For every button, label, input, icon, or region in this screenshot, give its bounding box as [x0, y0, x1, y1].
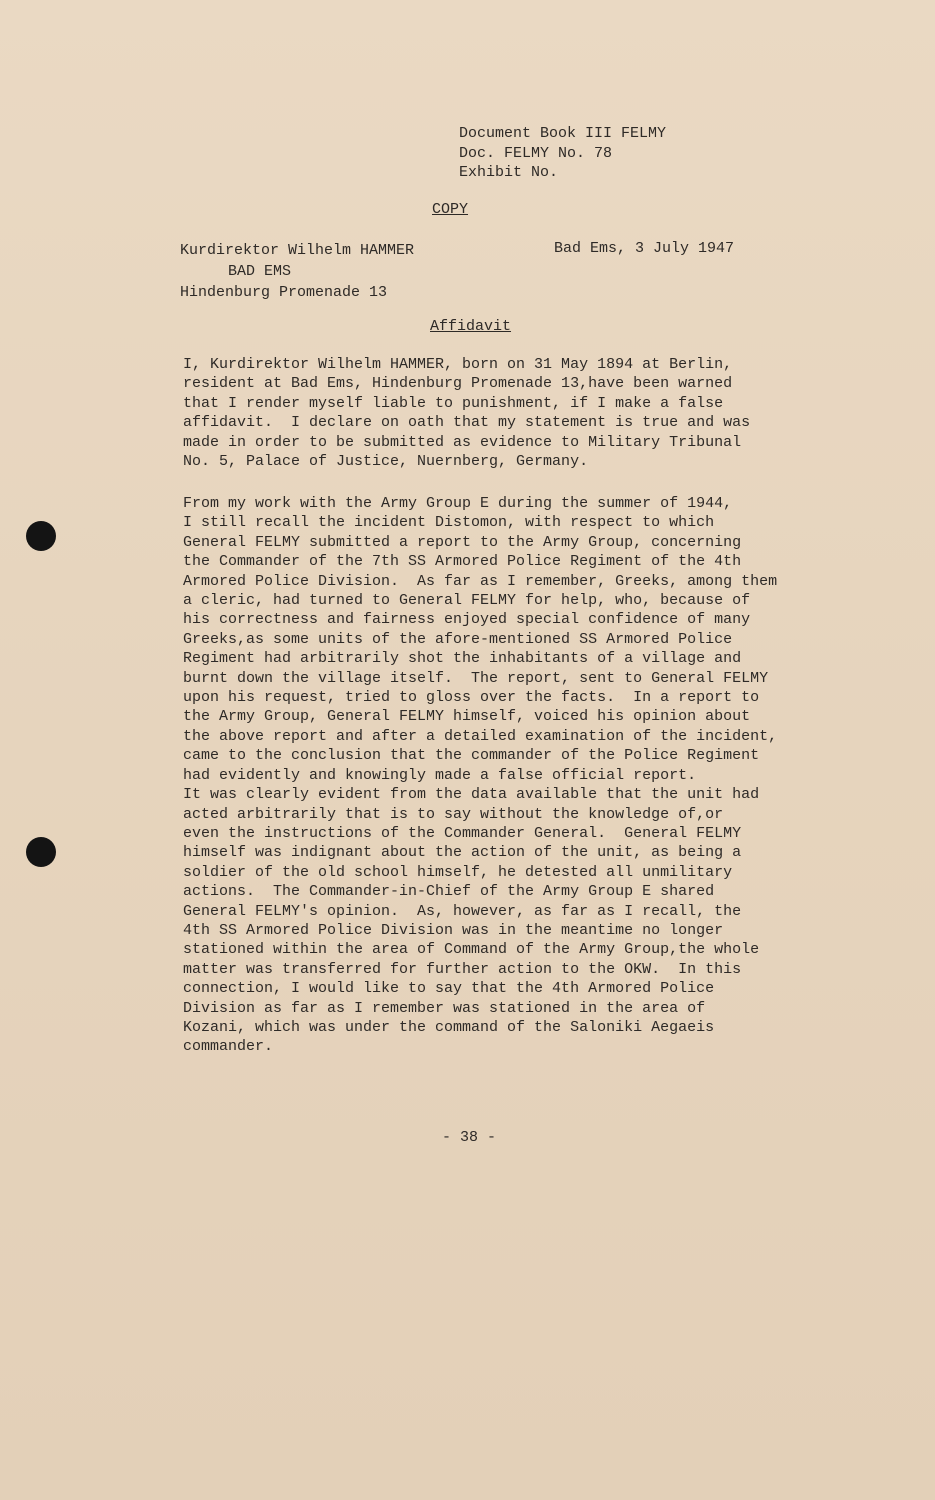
- affidavit-title: Affidavit: [430, 318, 512, 335]
- sender-street: Hindenburg Promenade 13: [180, 284, 388, 301]
- document-book-label: Document Book III FELMY: [459, 125, 667, 142]
- place-date: Bad Ems, 3 July 1947: [554, 240, 735, 257]
- paragraph-statement: [183, 494, 823, 1057]
- text-line: himself was indignant about the action of the unit, as being a: [183, 844, 742, 862]
- text-line: General FELMY submitted a report to the Army Group, concerning: [183, 533, 742, 551]
- text-line: acted arbitrarily that is to say without the knowledge of,or: [183, 805, 724, 823]
- copy-heading: COPY: [432, 201, 469, 218]
- text-line: commander.: [183, 1038, 274, 1056]
- text-line: had evidently and knowingly made a false official report.: [183, 766, 697, 784]
- page-number: - 38 -: [442, 1129, 497, 1146]
- text-line: It was clearly evident from the data available that the unit had: [183, 786, 760, 804]
- text-line: Division as far as I remember was stationed in the area of: [183, 999, 706, 1017]
- punch-hole-top: [26, 521, 56, 551]
- document-header: [459, 124, 666, 183]
- text-line: his correctness and fairness enjoyed special confidence of many: [183, 611, 751, 629]
- text-line: Armored Police Division. As far as I remember, Greeks, among them: [183, 572, 778, 590]
- text-line: soldier of the old school himself, he detested all unmilitary: [183, 863, 733, 881]
- sender-name: Kurdirektor Wilhelm HAMMER: [180, 242, 415, 259]
- text-line: burnt down the village itself. The report, sent to General FELMY: [183, 669, 769, 687]
- text-line: actions. The Commander-in-Chief of the Army Group E shared: [183, 883, 715, 901]
- exhibit-label: Exhibit No.: [459, 164, 559, 181]
- text-line: the Army Group, General FELMY himself, voiced his opinion about: [183, 708, 751, 726]
- paragraph-oath: [183, 355, 823, 471]
- text-line: Regiment had arbitrarily shot the inhabitants of a village and: [183, 650, 742, 668]
- text-line: that I render myself liable to punishment, if I make a false: [183, 394, 724, 412]
- text-line: General FELMY's opinion. As, however, as far as I recall, the: [183, 902, 742, 920]
- text-line: I still recall the incident Distomon, with respect to which: [183, 514, 715, 532]
- text-line: connection, I would like to say that the 4th Armored Police: [183, 980, 715, 998]
- text-line: made in order to be submitted as evidence to Military Tribunal: [183, 433, 742, 451]
- text-line: the above report and after a detailed examination of the incident,: [183, 727, 778, 745]
- text-line: resident at Bad Ems, Hindenburg Promenade 13,have been warned: [183, 375, 733, 393]
- text-line: came to the conclusion that the commander of the Police Regiment: [183, 747, 760, 765]
- sender-town: BAD EMS: [228, 263, 292, 280]
- text-line: a cleric, had turned to General FELMY for help, who, because of: [183, 592, 751, 610]
- text-line: Kozani, which was under the command of the Saloniki Aegaeis: [183, 1018, 715, 1036]
- text-line: From my work with the Army Group E during the summer of 1944,: [183, 495, 733, 512]
- punch-hole-bottom: [26, 837, 56, 867]
- text-line: Greeks,as some units of the afore-mentioned SS Armored Police: [183, 630, 733, 648]
- text-line: matter was transferred for further action to the OKW. In this: [183, 960, 742, 978]
- doc-number-label: Doc. FELMY No. 78: [459, 144, 613, 162]
- text-line: upon his request, tried to gloss over the facts. In a report to: [183, 689, 760, 707]
- sender-address: [180, 240, 414, 303]
- text-line: stationed within the area of Command of the Army Group,the whole: [183, 941, 760, 959]
- text-line: 4th SS Armored Police Division was in the meantime no longer: [183, 921, 724, 939]
- text-line: affidavit. I declare on oath that my statement is true and was: [183, 414, 751, 432]
- text-line: the Commander of the 7th SS Armored Police Regiment of the 4th: [183, 553, 742, 571]
- text-line: I, Kurdirektor Wilhelm HAMMER, born on 31 May 1894 at Berlin,: [183, 356, 733, 373]
- text-line: even the instructions of the Commander General. General FELMY: [183, 824, 742, 842]
- text-line: No. 5, Palace of Justice, Nuernberg, Germany.: [183, 453, 589, 471]
